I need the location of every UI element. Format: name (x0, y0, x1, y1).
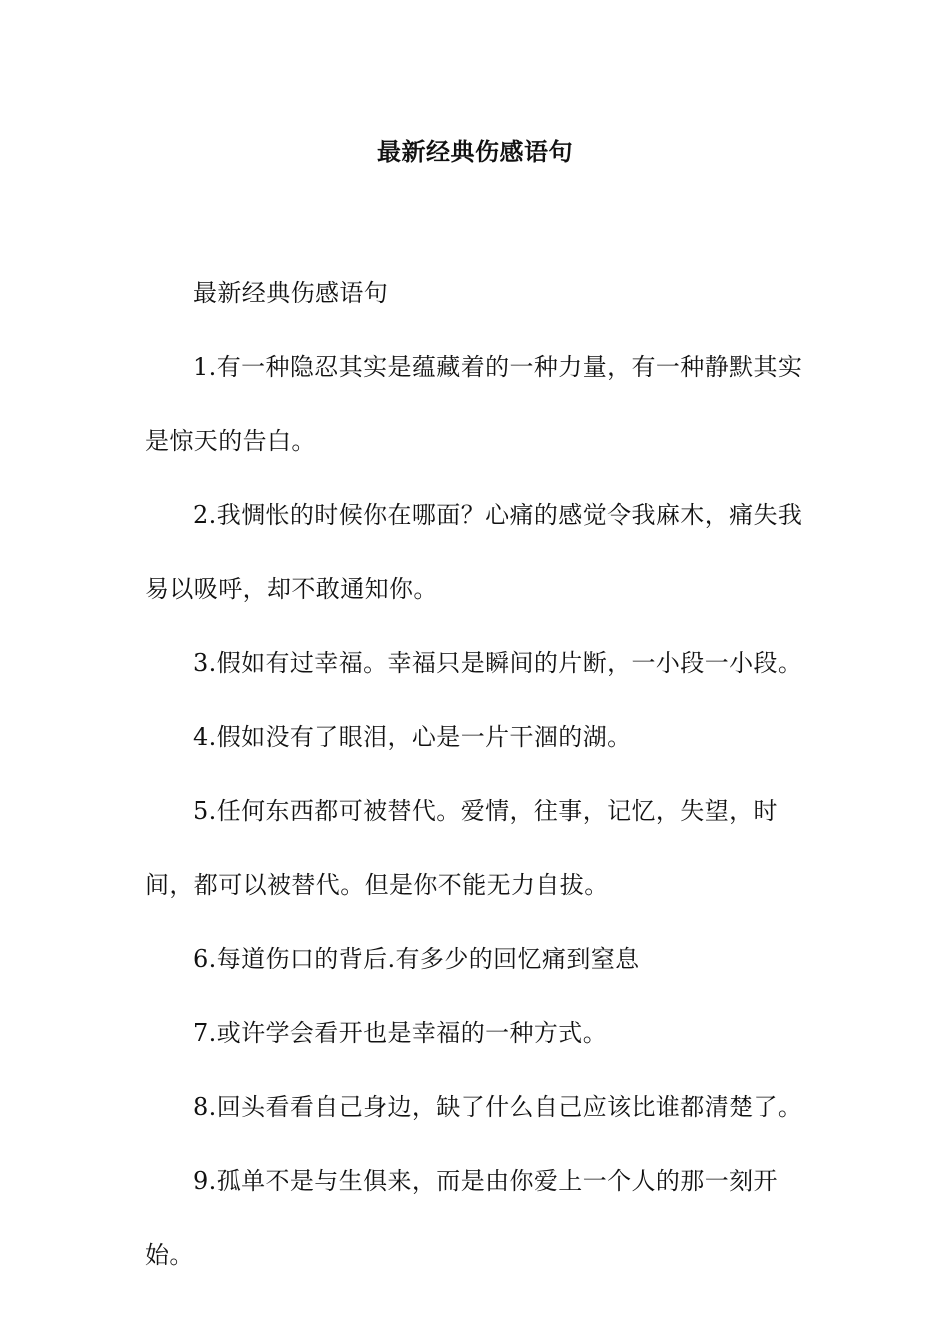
paragraph-item-5: 5.任何东西都可被替代。爱情，往事，记忆，失望，时间，都可以被替代。但是你不能无力自拔。 (145, 797, 778, 899)
paragraph-item-4: 4.假如没有了眼泪，心是一片干涸的湖。 (193, 723, 632, 751)
paragraph-item-1: 1.有一种隐忍其实是蕴藏着的一种力量，有一种静默其实是惊天的告白。 (145, 353, 803, 455)
paragraph-item-6: 6.每道伤口的背后.有多少的回忆痛到窒息 (193, 945, 640, 973)
paragraph-item-3: 3.假如有过幸福。幸福只是瞬间的片断，一小段一小段。 (193, 649, 803, 677)
document-body (145, 256, 825, 1292)
paragraph-item-2: 2.我惆怅的时候你在哪面？心痛的感觉令我麻木，痛失我易以吸呼，却不敢通知你。 (145, 501, 803, 603)
paragraph-item-7: 7.或许学会看开也是幸福的一种方式。 (193, 1019, 608, 1047)
document-title: 最新经典伤感语句 (377, 137, 573, 166)
paragraph-item-9: 9.孤单不是与生俱来，而是由你爱上一个人的那一刻开始。 (145, 1167, 778, 1269)
paragraph-item-8: 8.回头看看自己身边，缺了什么自己应该比谁都清楚了。 (193, 1093, 803, 1121)
paragraph-heading: 最新经典伤感语句 (193, 279, 389, 307)
